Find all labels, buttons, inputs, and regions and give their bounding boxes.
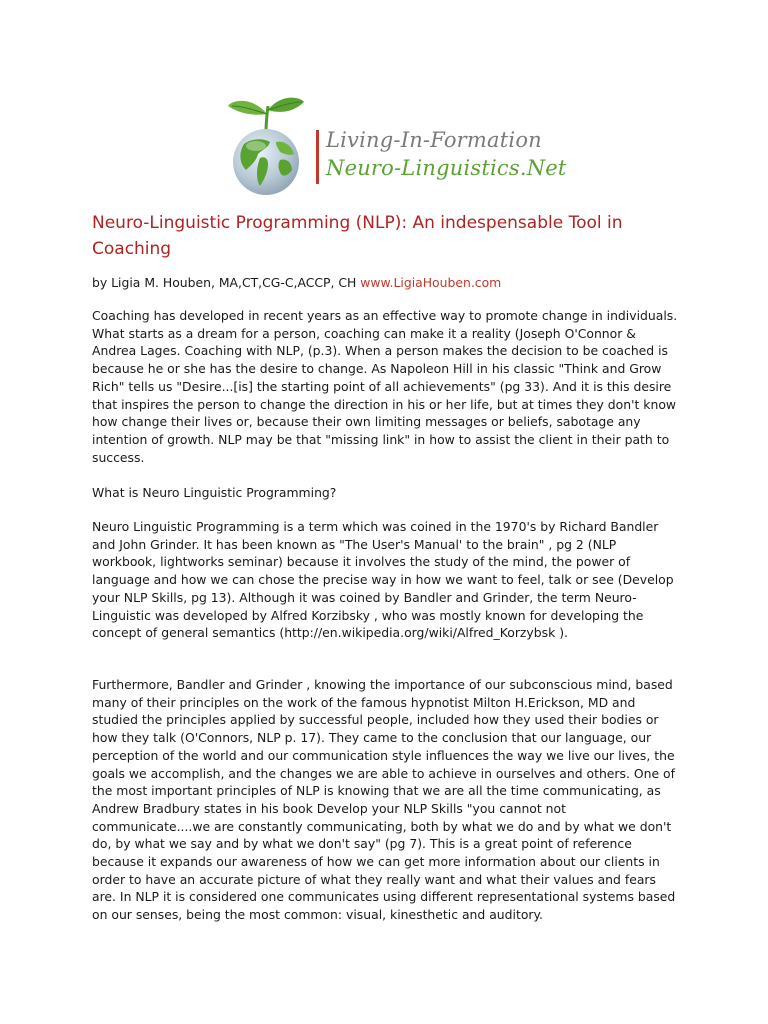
byline — [92, 274, 682, 292]
site-logo — [222, 92, 567, 202]
author-website-link[interactable]: www.LigiaHouben.com — [360, 275, 502, 290]
section-heading: What is Neuro Linguistic Programming? — [92, 485, 337, 500]
paragraph-definition: Neuro Linguistic Programming is a term which was coined in the 1970's by Richard Bandler and John Grinder. It has been known as "The User's Manual' to the brain" , pg 2 (NLP workbook, lightworks seminar) because it involves the study of the mind, the power of language and how we can chose the precise way in how we want to feel, talk or see (Develop your NLP Skills, pg 13). Although it was coined by Bandler and Grinder, the term Neuro-Linguistic was developed by Alfred Korzibsky , who was mostly known for developing the concept of general semantics (http://en.wikipedia.org/wiki/Alfred_Korzybsk ). — [92, 519, 674, 641]
paragraph-principles: Furthermore, Bandler and Grinder , knowing the importance of our subconscious mind, based many of their principles on the work of the famous hypnotist Milton H.Erickson, MD and studied the principles applied by successful people, included how they used their bodies or how they talk (O'Connors, NLP p. 17). They came to the conclusion that our language, our perception of the world and our communication style influences the way we live our lives, the goals we accomplish, and the changes we are able to achieve in ourselves and others. One of the most important principles of NLP is knowing that we are all the time communicating, as Andrew Bradbury states in his book Develop your NLP Skills "you cannot not communicate....we are constantly communicating, both by what we do and by what we don't do, by what we say and by what we don't say" (pg 7). This is a great point of reference because it expands our awareness of how we can get more information about our clients in order to have an accurate picture of what they really want and what their values and fears are. In NLP it is considered one communicates using different representational systems based on our senses, being the most common: visual, kinesthetic and auditory. — [92, 677, 676, 923]
logo-text-line1: Living-In-Formation — [326, 128, 542, 152]
document-title: Neuro-Linguistic Programming (NLP): An indespensable Tool in Coaching — [92, 213, 623, 259]
paragraph-intro: Coaching has developed in recent years as an effective way to promote change in individuals. What starts as a dream for a person, coaching can make it a reality (Joseph O'Connor & Andrea Lages. Coaching with NLP, (p.3). When a person makes the decision to be coached is because he or she has the desire to change. As Napoleon Hill in his classic "Think and Grow Rich" tells us "Desire...[is] the starting point of all achievements" (pg 33). And it is this desire that inspires the person to change the direction in his or her life, but at times they don't know how change their lives or, because their own limiting messages or beliefs, sabotage any intention of growth. NLP may be that "missing link" in how to assist the client in their path to success. — [92, 308, 678, 465]
logo-text-line2: Neuro-Linguistics.Net — [326, 156, 567, 180]
logo-divider — [316, 130, 319, 184]
globe-with-sprout-icon — [222, 92, 312, 197]
author: by Ligia M. Houben, MA,CT,CG-C,ACCP, CH — [92, 275, 357, 290]
